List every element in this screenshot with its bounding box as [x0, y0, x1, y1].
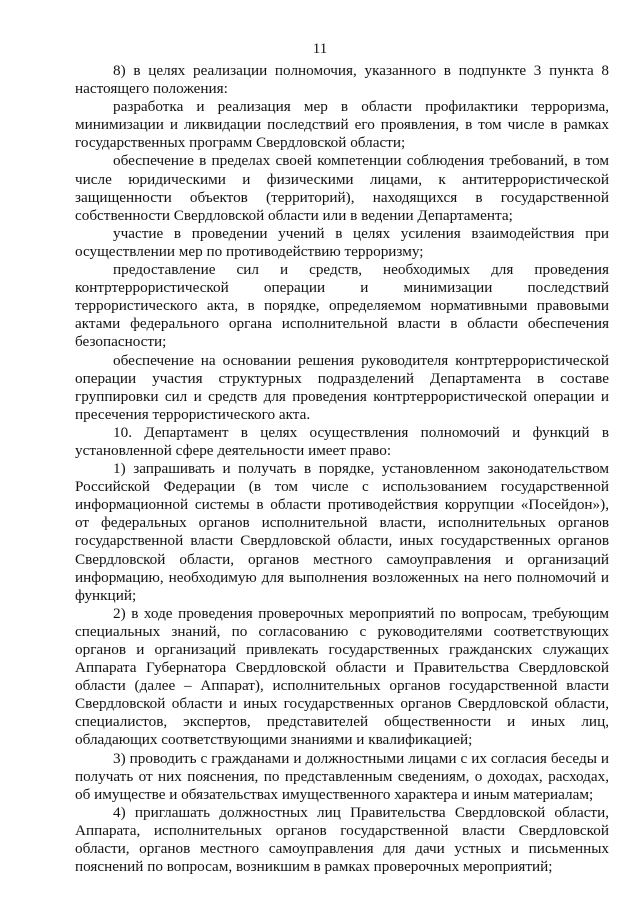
- paragraph-right-4-invite-officials: 4) приглашать должностных лиц Правительства Свердловской области, Аппарата, исполнительных органов государственной власти Свердловской области, органов местного самоуправления для дачи устных и письменных пояснений по вопросам, возникшим в рамках проверочных мероприятий;: [75, 803, 609, 876]
- paragraph-right-2-involve-specialists: 2) в ходе проведения проверочных мероприятий по вопросам, требующим специальных знаний, по согласованию с руководителями соответствующих органов и организаций привлекать государственных гражданских служащих Аппарата Губернатора Свердловской области и Правительства Свердловской области (далее – Аппарат), исполнительных органов государственной власти Свердловской области и иных государственных органов Свердловской области, специалистов, экспертов, представителей общественности и иных лиц, обладающих соответствующими знаниями и квалификацией;: [75, 604, 609, 749]
- paragraph-forces-provision: предоставление сил и средств, необходимых для проведения контртеррористической операции и минимизации последствий террористического акта, в порядке, определяемом нормативными правовыми актами федерального органа исполнительной власти в области обеспечения безопасности;: [75, 261, 609, 351]
- paragraph-exercises-participation: участие в проведении учений в целях усиления взаимодействия при осуществлении мер по противодействию терроризму;: [75, 224, 609, 260]
- paragraph-right-3-conduct-interviews: 3) проводить с гражданами и должностными лицами с их согласия беседы и получать от них пояснения, по представленным сведениям, о доходах, расходах, об имуществе и обязательствах имущественного характера и иным материалам;: [75, 749, 609, 803]
- paragraph-item-8: 8) в целях реализации полномочия, указанного в подпункте 3 пункта 8 настоящего положения:: [75, 62, 609, 98]
- paragraph-antiterrorist-protection: обеспечение в пределах своей компетенции соблюдения требований, в том числе юридическими и физическими лицами, к антитеррористической защищенности объектов (территорий), находящихся в государственной собственности Свердловской области или в ведении Департамента;: [75, 152, 609, 224]
- document-body: [75, 62, 609, 876]
- paragraph-item-10-rights: 10. Департамент в целях осуществления полномочий и функций в установленной сфере деятельности имеет право:: [75, 423, 609, 459]
- page-number: 11: [312, 41, 328, 57]
- paragraph-terrorism-prevention-measures: разработка и реализация мер в области профилактики терроризма, минимизации и ликвидации последствий его проявления, в том числе в рамках государственных программ Свердловской области;: [75, 98, 609, 152]
- paragraph-counterterrorist-operation: обеспечение на основании решения руководителя контртеррористической операции участия структурных подразделений Департамента в составе группировки сил и средств для проведения контртеррористической операции и пресечения террористического акта.: [75, 351, 609, 423]
- paragraph-right-1-request-information: 1) запрашивать и получать в порядке, установленном законодательством Российской Федерации (в том числе с использованием государственной информационной системы в области противодействия коррупции «Посейдон»), от федеральных органов исполнительной власти, исполнительных органов государственной власти Свердловской области, иных государственных органов Свердловской области, органов местного самоуправления и организаций информацию, необходимую для выполнения возложенных на него полномочий и функций;: [75, 460, 609, 604]
